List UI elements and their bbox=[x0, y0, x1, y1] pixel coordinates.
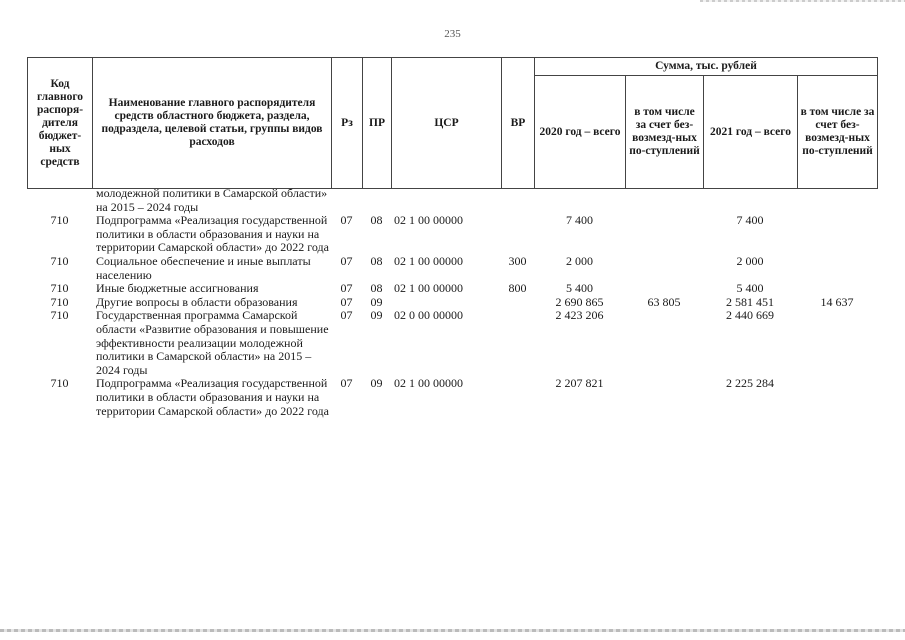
table-row bbox=[27, 309, 877, 377]
cell-vr bbox=[501, 309, 534, 377]
table-row bbox=[27, 255, 877, 282]
cell-2020-gratis bbox=[625, 282, 703, 296]
cell-2020-total: 5 400 bbox=[566, 281, 593, 296]
cell-pr bbox=[362, 187, 391, 214]
cell-pr: 08 bbox=[370, 281, 383, 296]
cell-vr bbox=[501, 187, 534, 214]
cell-2021-total: 2 581 451 bbox=[726, 294, 774, 309]
header-csr: ЦСР bbox=[392, 58, 502, 189]
cell-2021-total: 2 000 bbox=[736, 253, 764, 268]
header-pr: ПР bbox=[363, 58, 392, 189]
cell-pr: 08 bbox=[370, 253, 383, 268]
cell-csr: 02 1 00 00000 bbox=[394, 376, 463, 391]
cell-csr: 02 1 00 00000 bbox=[394, 213, 463, 228]
table-body bbox=[27, 187, 877, 418]
cell-2021-total: 2 225 284 bbox=[726, 376, 774, 391]
cell-pr: 09 bbox=[370, 308, 383, 323]
cell-2020-gratis: 63 805 bbox=[647, 294, 681, 309]
table-row bbox=[27, 296, 877, 310]
cell-name: Подпрограмма «Реализация государственной политики в области образования и науки на территории Самарской области» до 2022 года bbox=[96, 376, 329, 418]
cell-vr bbox=[501, 214, 534, 255]
cell-name: Подпрограмма «Реализация государственной политики в области образования и науки на территории Самарской области» до 2022 года bbox=[96, 213, 329, 255]
cell-csr: 02 1 00 00000 bbox=[394, 281, 463, 296]
cell-rz: 07 bbox=[340, 376, 353, 391]
cell-code bbox=[27, 187, 92, 214]
cell-2020-total: 2 690 865 bbox=[555, 294, 604, 309]
cell-name: Иные бюджетные ассигнования bbox=[96, 281, 259, 296]
table-row bbox=[27, 377, 877, 418]
header-rz: Рз bbox=[332, 58, 363, 189]
header-vr: ВР bbox=[502, 58, 535, 189]
header-sum: Сумма, тыс. рублей bbox=[535, 58, 878, 76]
cell-rz: 07 bbox=[340, 213, 353, 228]
cell-rz bbox=[331, 187, 362, 214]
header-2020-total: 2020 год – всего bbox=[535, 76, 626, 189]
table-row bbox=[27, 187, 877, 214]
cell-2020-gratis bbox=[625, 187, 703, 214]
cell-2021-gratis bbox=[797, 309, 877, 377]
cell-vr: 800 bbox=[508, 281, 527, 296]
cell-vr bbox=[501, 296, 534, 310]
cell-name: молодежной политики в Самарской области» на 2015 – 2024 годы bbox=[96, 186, 328, 214]
cell-vr: 300 bbox=[508, 253, 527, 268]
cell-code: 710 bbox=[50, 213, 69, 228]
cell-pr: 09 bbox=[370, 294, 383, 309]
cell-2021-total: 7 400 bbox=[736, 213, 764, 228]
cell-2020-total: 2 000 bbox=[566, 253, 593, 268]
cell-2020-gratis bbox=[625, 255, 703, 282]
cell-name: Социальное обеспечение и иные выплаты населению bbox=[96, 253, 311, 282]
cell-name: Другие вопросы в области образования bbox=[96, 294, 298, 309]
cell-code: 710 bbox=[50, 376, 69, 391]
cell-2021-total bbox=[703, 187, 797, 214]
cell-csr: 02 0 00 00000 bbox=[394, 308, 463, 323]
cell-csr: 02 1 00 00000 bbox=[394, 253, 463, 268]
cell-name: Государственная программа Самарской области «Развитие образования и повышение эффективности реализации молодежной политики в Самарской области» на 2015 – 2024 годы bbox=[96, 308, 329, 377]
cell-csr bbox=[391, 187, 501, 214]
header-code: Код главного распоря-дителя бюджет-ных средств bbox=[28, 58, 93, 189]
cell-2021-gratis bbox=[797, 377, 877, 418]
cell-2020-gratis bbox=[625, 309, 703, 377]
header-2020-gratis: в том числе за счет без-возмезд-ных по-ступлений bbox=[626, 76, 704, 189]
table-row bbox=[27, 214, 877, 255]
scan-edge-top bbox=[700, 0, 905, 2]
cell-2020-total bbox=[534, 187, 625, 214]
scan-edge-bottom bbox=[0, 629, 905, 632]
cell-2020-total: 2 207 821 bbox=[555, 376, 604, 391]
cell-rz: 07 bbox=[340, 281, 353, 296]
cell-rz: 07 bbox=[340, 294, 353, 309]
cell-vr bbox=[501, 377, 534, 418]
cell-2021-gratis bbox=[797, 255, 877, 282]
cell-code: 710 bbox=[50, 281, 69, 296]
header-2021-gratis: в том числе за счет без-возмезд-ных по-ступлений bbox=[798, 76, 878, 189]
cell-pr: 09 bbox=[370, 376, 383, 391]
cell-rz: 07 bbox=[340, 308, 353, 323]
cell-2020-gratis bbox=[625, 214, 703, 255]
table-row bbox=[27, 282, 877, 296]
cell-2020-gratis bbox=[625, 377, 703, 418]
header-2021-total: 2021 год – всего bbox=[704, 76, 798, 189]
table-header bbox=[27, 57, 878, 189]
cell-2021-total: 5 400 bbox=[736, 281, 764, 296]
cell-2021-gratis bbox=[797, 282, 877, 296]
page-number: 235 bbox=[444, 28, 461, 40]
cell-csr bbox=[391, 296, 501, 310]
cell-2021-gratis bbox=[797, 187, 877, 214]
cell-rz: 07 bbox=[340, 253, 353, 268]
cell-2021-gratis: 14 637 bbox=[820, 294, 854, 309]
cell-2021-total: 2 440 669 bbox=[726, 308, 774, 323]
cell-2020-total: 7 400 bbox=[566, 213, 593, 228]
cell-code: 710 bbox=[50, 294, 69, 309]
cell-code: 710 bbox=[50, 253, 69, 268]
cell-code: 710 bbox=[50, 308, 69, 323]
cell-2020-total: 2 423 206 bbox=[555, 308, 604, 323]
cell-2021-gratis bbox=[797, 214, 877, 255]
cell-pr: 08 bbox=[370, 213, 383, 228]
header-name: Наименование главного распорядителя средств областного бюджета, раздела, подраздела, целевой статьи, группы видов расходов bbox=[93, 58, 332, 189]
